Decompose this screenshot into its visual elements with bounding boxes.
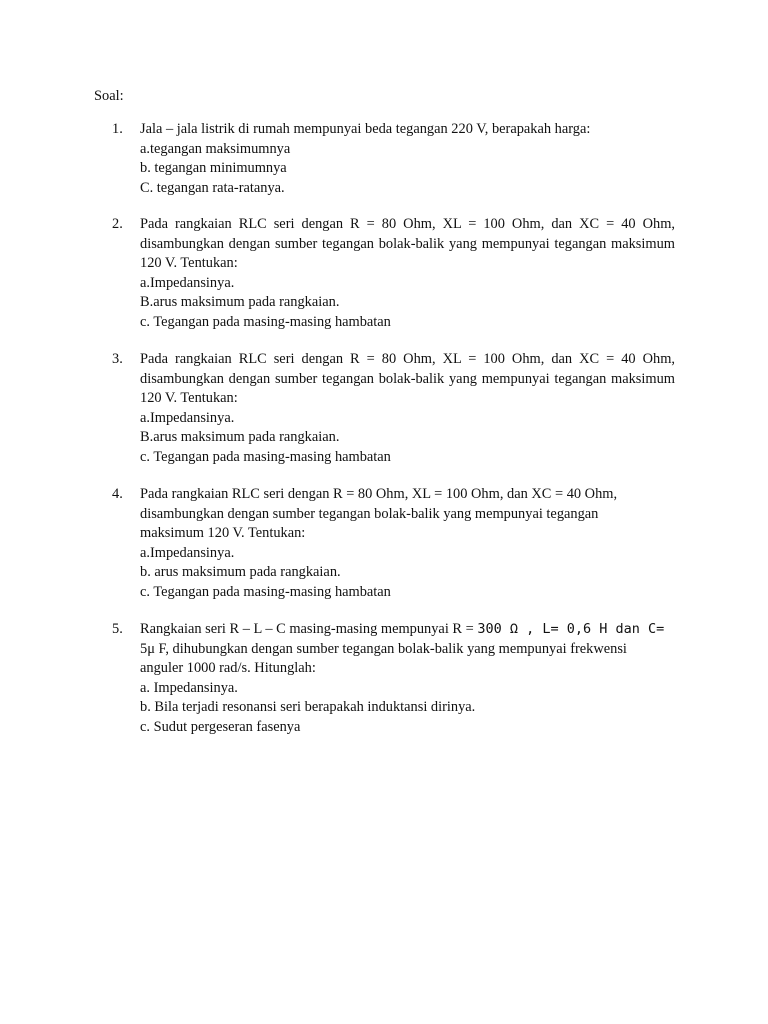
- question-text-line: maksimum 120 V. Tentukan:: [140, 525, 306, 541]
- question-part: a.Impedansinya.: [140, 409, 235, 426]
- question-part: C. tegangan rata-ratanya.: [140, 179, 285, 196]
- question-part: c. Tegangan pada masing-masing hambatan: [140, 583, 391, 600]
- question-5: [112, 620, 675, 737]
- question-number: 2.: [112, 216, 123, 232]
- question-number: 3.: [112, 351, 123, 367]
- question-part: B.arus maksimum pada rangkaian.: [140, 429, 340, 445]
- question-2: [112, 215, 675, 332]
- question-number: 4.: [112, 486, 123, 502]
- question-part: c. Tegangan pada masing-masing hambatan: [140, 313, 391, 330]
- question-3: [112, 350, 675, 467]
- question-text-line: 5μ F, dihubungkan dengan sumber tegangan bolak-balik yang mempunyai frekwensi: [140, 640, 627, 657]
- question-part: b. tegangan minimumnya: [140, 160, 287, 176]
- question-text-line: disambungkan dengan sumber tegangan bolak-balik yang mempunyai tegangan: [140, 505, 599, 522]
- question-part: a. Impedansinya.: [140, 679, 238, 696]
- question-part: b. arus maksimum pada rangkaian.: [140, 564, 341, 580]
- question-text-line: [140, 620, 675, 640]
- question-text-prefix: Rangkaian seri R – L – C masing-masing mempunyai R =: [140, 621, 478, 637]
- question-text: Pada rangkaian RLC seri dengan R = 80 Ohm, XL = 100 Ohm, dan XC = 40 Ohm, disambungkan dengan sumber tegangan bolak-balik yang mempunyai tegangan maksimum 120 V. Tentukan:: [140, 351, 675, 406]
- question-1: [112, 120, 675, 198]
- question-number: 5.: [112, 621, 123, 637]
- question-text-line: anguler 1000 rad/s. Hitunglah:: [140, 660, 316, 676]
- question-part: B.arus maksimum pada rangkaian.: [140, 294, 340, 310]
- question-part: a.Impedansinya.: [140, 544, 235, 561]
- question-part: b. Bila terjadi resonansi seri berapakah induktansi dirinya.: [140, 699, 476, 715]
- question-part: a.Impedansinya.: [140, 274, 235, 291]
- question-part: c. Sudut pergeseran fasenya: [140, 718, 301, 735]
- question-text-line: Pada rangkaian RLC seri dengan R = 80 Ohm, XL = 100 Ohm, dan XC = 40 Ohm,: [140, 486, 618, 502]
- question-text: Pada rangkaian RLC seri dengan R = 80 Ohm, XL = 100 Ohm, dan XC = 40 Ohm, disambungkan dengan sumber tegangan bolak-balik yang mempunyai tegangan maksimum 120 V. Tentukan:: [140, 216, 675, 271]
- question-part: c. Tegangan pada masing-masing hambatan: [140, 448, 391, 465]
- question-part: a.tegangan maksimumnya: [140, 140, 291, 157]
- component-values: 300 Ω , L= 0,6 H dan C=: [477, 621, 665, 637]
- question-4: [112, 485, 675, 602]
- question-number: 1.: [112, 121, 123, 137]
- question-text: Jala – jala listrik di rumah mempunyai beda tegangan 220 V, berapakah harga:: [140, 121, 591, 137]
- heading-soal: Soal:: [94, 88, 124, 104]
